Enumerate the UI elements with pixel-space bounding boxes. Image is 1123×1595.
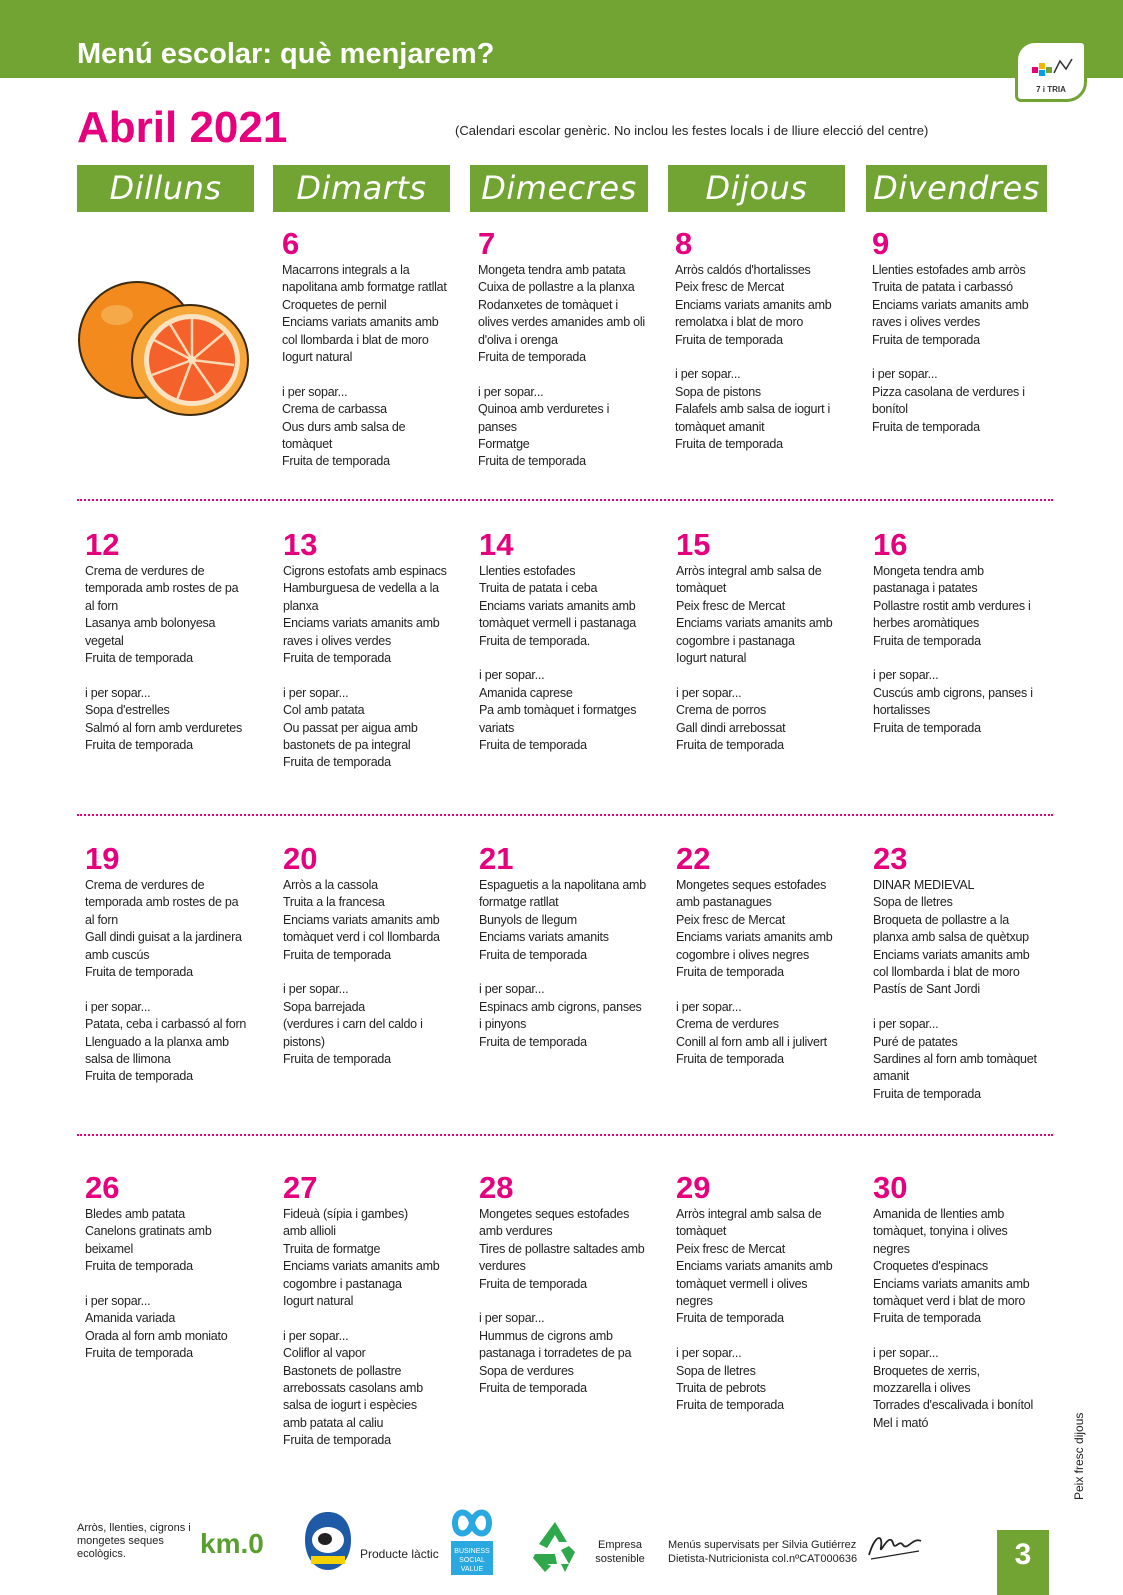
eco-note: Arròs, llenties, cigrons i mongetes seques ecològics. bbox=[77, 1522, 191, 1560]
menu-item: Hamburguesa de vedella a la bbox=[283, 581, 439, 596]
menu-item: tomàquet verd i blat de moro bbox=[873, 1294, 1026, 1309]
menu-item: Enciams variats amanits amb bbox=[283, 616, 440, 631]
menu-item: Peix fresc de Mercat bbox=[676, 912, 785, 927]
menu-item: Amanida caprese bbox=[479, 685, 573, 700]
day-cell bbox=[283, 843, 463, 1068]
footer bbox=[0, 1500, 1123, 1595]
month-title: Abril 2021 bbox=[77, 103, 288, 152]
menu-item: Fruita de temporada bbox=[675, 332, 783, 347]
menu-item bbox=[479, 1293, 659, 1310]
menu-item: amb pastanagues bbox=[676, 895, 772, 910]
menu-item: Crema de verdures bbox=[676, 1017, 779, 1032]
menu-item: Fruita de temporada bbox=[282, 454, 390, 469]
week-separator bbox=[77, 814, 1053, 816]
menu-item: Puré de patates bbox=[873, 1034, 958, 1049]
menu-item: Enciams variats amanits amb bbox=[479, 598, 636, 613]
menu-item: Enciams variats amanits bbox=[479, 930, 609, 945]
day-cell bbox=[676, 843, 856, 1068]
menu-item: (verdures i carn del caldo i bbox=[283, 1017, 423, 1032]
menu-item: tomàquet vermell i olives bbox=[676, 1276, 808, 1291]
dinner-label: i per sopar... bbox=[283, 1328, 349, 1343]
menu-item bbox=[479, 650, 659, 667]
menu-item: Sopa de lletres bbox=[873, 895, 953, 910]
menu-item: negres bbox=[873, 1241, 910, 1256]
menu-item bbox=[873, 999, 1053, 1016]
menu-item: remolatxa i blat de moro bbox=[675, 315, 804, 330]
menu-item bbox=[675, 349, 855, 366]
day-number: 15 bbox=[676, 527, 711, 562]
dinner-label: i per sopar... bbox=[675, 367, 741, 382]
menu-item: tomàquet amanit bbox=[675, 419, 765, 434]
day-number: 19 bbox=[85, 841, 120, 876]
menu-item: Fideuà (sípia i gambes) bbox=[283, 1207, 408, 1221]
menu-item: Bastonets de pollastre bbox=[283, 1363, 402, 1378]
menu-item: Mongeta tendra amb patata bbox=[478, 263, 626, 277]
brand-logo bbox=[1015, 40, 1087, 102]
menu-item: tomàquet, tonyina i olives bbox=[873, 1224, 1008, 1239]
menu-item: Fruita de temporada bbox=[479, 1381, 587, 1396]
menu-item: Macarrons integrals a la bbox=[282, 263, 410, 277]
menu-item bbox=[479, 964, 659, 981]
menu-item: planxa amb salsa de quètxup bbox=[873, 930, 1029, 945]
menu-item: hortalisses bbox=[873, 703, 930, 718]
menu-item: vegetal bbox=[85, 633, 124, 648]
menu-item: temporada amb rostes de pa bbox=[85, 895, 239, 910]
menu-item: Fruita de temporada bbox=[479, 1276, 587, 1291]
menu-item: Pollastre rostit amb verdures i bbox=[873, 598, 1031, 613]
menu-item: Truita de patata i carbassó bbox=[872, 280, 1013, 295]
menu-item: tomàquet bbox=[282, 437, 333, 452]
menu-item: Enciams variats amanits amb bbox=[675, 297, 832, 312]
menu-item bbox=[873, 1328, 1053, 1345]
menu-item: Fruita de temporada bbox=[479, 1034, 587, 1049]
menu-item bbox=[873, 650, 1053, 667]
menu-item: Ou passat per aigua amb bbox=[283, 720, 418, 735]
day-cell bbox=[872, 228, 1052, 436]
menu-item: Enciams variats amanits amb bbox=[676, 616, 833, 631]
menu-item: Cigrons estofats amb espinacs bbox=[283, 564, 447, 578]
dinner-label: i per sopar... bbox=[873, 1017, 939, 1032]
menu-item: Peix fresc de Mercat bbox=[675, 280, 784, 295]
menu-item: al forn bbox=[85, 598, 118, 613]
menu-item: Iogurt natural bbox=[676, 651, 747, 666]
menu-item bbox=[283, 667, 463, 684]
day-number: 21 bbox=[479, 841, 514, 876]
menu-item: Truita a la francesa bbox=[283, 895, 385, 910]
day-number: 8 bbox=[675, 226, 693, 261]
menu-item: Sopa d'estrelles bbox=[85, 703, 170, 718]
menu-item bbox=[283, 964, 463, 981]
sustainable-company-label: Empresa sostenible bbox=[595, 1539, 645, 1565]
lactic-product-label: Producte làctic bbox=[360, 1547, 439, 1561]
dinner-label: i per sopar... bbox=[282, 384, 348, 399]
menu-item bbox=[872, 349, 1052, 366]
menu-item: Ous durs amb salsa de bbox=[282, 419, 406, 434]
menu-item: Croquetes d'espinacs bbox=[873, 1259, 988, 1274]
menu-item: temporada amb rostes de pa bbox=[85, 581, 239, 596]
menu-item: Gall dindi guisat a la jardinera bbox=[85, 930, 242, 945]
dinner-label: i per sopar... bbox=[479, 668, 545, 683]
menu-item: Fruita de temporada bbox=[479, 738, 587, 753]
menu-item: Tires de pollastre saltades amb bbox=[479, 1241, 645, 1256]
menu-item: Mongetes seques estofades bbox=[479, 1207, 630, 1221]
menu-item: cogombre i pastanaga bbox=[676, 633, 795, 648]
menu-item: raves i olives verdes bbox=[283, 633, 391, 648]
day-cell bbox=[873, 843, 1053, 1103]
day-cell bbox=[479, 1172, 659, 1397]
menu-item: Llenties estofades bbox=[479, 564, 576, 578]
day-number: 16 bbox=[873, 527, 908, 562]
dinner-label: i per sopar... bbox=[85, 685, 151, 700]
day-cell bbox=[85, 529, 265, 754]
dinner-label: i per sopar... bbox=[873, 1346, 939, 1361]
menu-item: Sopa de lletres bbox=[676, 1363, 756, 1378]
logo-text: 7 i TRIA bbox=[1036, 85, 1066, 94]
menu-item: Arròs integral amb salsa de bbox=[676, 1207, 822, 1221]
menu-item: al forn bbox=[85, 912, 118, 927]
menu-item: d'oliva i orenga bbox=[478, 332, 558, 347]
menu-item: Pa amb tomàquet i formatges bbox=[479, 703, 637, 718]
day-cell bbox=[676, 529, 856, 754]
side-note: Peix fresc dijous bbox=[1072, 1412, 1086, 1500]
menu-item: bastonets de pa integral bbox=[283, 738, 411, 753]
day-cell bbox=[676, 1172, 856, 1415]
menu-item: Fruita de temporada bbox=[283, 1052, 391, 1067]
menu-item: Patata, ceba i carbassó al forn bbox=[85, 1017, 247, 1032]
recycle-icon bbox=[525, 1518, 585, 1574]
menu-item: amb allioli bbox=[283, 1224, 336, 1239]
menu-item: Fruita de temporada bbox=[85, 1069, 193, 1084]
menu-item: Fruita de temporada bbox=[873, 1311, 981, 1326]
menu-item: Enciams variats amanits amb bbox=[872, 297, 1029, 312]
menu-item: planxa bbox=[283, 598, 319, 613]
dinner-label: i per sopar... bbox=[676, 685, 742, 700]
day-cell bbox=[85, 1172, 265, 1363]
menu-item: Pizza casolana de verdures i bbox=[872, 384, 1025, 399]
menu-item: Fruita de temporada bbox=[283, 651, 391, 666]
menu-item: Bledes amb patata bbox=[85, 1207, 185, 1221]
header-bar bbox=[0, 0, 1123, 78]
dinner-label: i per sopar... bbox=[85, 999, 151, 1014]
menu-item: Fruita de temporada bbox=[675, 437, 783, 452]
menu-item: Enciams variats amanits amb bbox=[873, 947, 1030, 962]
menu-item: Fruita de temporada bbox=[85, 1259, 193, 1274]
menu-item: Fruita de temporada bbox=[873, 720, 981, 735]
menu-item: Gall dindi arrebossat bbox=[676, 720, 786, 735]
menu-item: arrebossats casolans amb bbox=[283, 1381, 423, 1396]
menu-item: Sopa de pistons bbox=[675, 384, 761, 399]
menu-item: pastanaga i patates bbox=[873, 581, 978, 596]
menu-item bbox=[85, 1276, 265, 1293]
menu-item: tomàquet vermell i pastanaga bbox=[479, 616, 636, 631]
day-header-monday: Dilluns bbox=[77, 165, 254, 212]
day-cell bbox=[283, 1172, 463, 1450]
dinner-label: i per sopar... bbox=[479, 1311, 545, 1326]
menu-item: Arròs integral amb salsa de bbox=[676, 564, 822, 578]
menu-item: Fruita de temporada bbox=[676, 738, 784, 753]
menu-item: Cuixa de pollastre a la planxa bbox=[478, 280, 635, 295]
menu-item: Iogurt natural bbox=[283, 1294, 354, 1309]
svg-text:BUSINESS: BUSINESS bbox=[454, 1548, 490, 1555]
menu-item bbox=[283, 1310, 463, 1327]
menu-item: Peix fresc de Mercat bbox=[676, 598, 785, 613]
menu-item: Fruita de temporada bbox=[283, 1433, 391, 1448]
dinner-label: i per sopar... bbox=[676, 999, 742, 1014]
menu-item: Fruita de temporada bbox=[85, 965, 193, 980]
menu-item: Coliflor al vapor bbox=[283, 1346, 366, 1361]
menu-item bbox=[676, 981, 856, 998]
dinner-label: i per sopar... bbox=[478, 384, 544, 399]
menu-item: salsa de iogurt i espècies bbox=[283, 1398, 417, 1413]
dinner-label: i per sopar... bbox=[85, 1294, 151, 1309]
menu-item: Conill al forn amb all i julivert bbox=[676, 1034, 827, 1049]
menu-item: Orada al forn amb moniato bbox=[85, 1328, 228, 1343]
day-number: 20 bbox=[283, 841, 318, 876]
menu-item bbox=[85, 981, 265, 998]
menu-item: Crema de porros bbox=[676, 703, 767, 718]
menu-item: Arròs a la cassola bbox=[283, 878, 378, 892]
week-separator bbox=[77, 499, 1053, 501]
menu-item: Sardines al forn amb tomàquet bbox=[873, 1052, 1037, 1067]
menu-item: salsa de llimona bbox=[85, 1052, 171, 1067]
menu-item: Mongetes seques estofades bbox=[676, 878, 827, 892]
day-header-friday: Divendres bbox=[866, 165, 1047, 212]
day-header-thursday: Dijous bbox=[668, 165, 845, 212]
menu-item: amanit bbox=[873, 1069, 910, 1084]
menu-item: Enciams variats amanits amb bbox=[676, 1259, 833, 1274]
menu-item: Fruita de temporada bbox=[676, 1398, 784, 1413]
menu-item: Rodanxetes de tomàquet i bbox=[478, 297, 618, 312]
menu-item: Crema de carbassa bbox=[282, 402, 387, 417]
day-cell bbox=[85, 843, 265, 1086]
menu-item: amb patata al caliu bbox=[283, 1415, 384, 1430]
la-fageda-logo-icon bbox=[303, 1510, 353, 1572]
menu-item: Enciams variats amanits amb bbox=[676, 930, 833, 945]
menu-item: Broquetes de xerris, bbox=[873, 1363, 980, 1378]
day-number: 30 bbox=[873, 1170, 908, 1205]
dinner-label: i per sopar... bbox=[873, 668, 939, 683]
menu-item: Lasanya amb bolonyesa bbox=[85, 616, 216, 631]
menu-item bbox=[282, 366, 462, 383]
day-cell bbox=[478, 228, 658, 471]
menu-item: Fruita de temporada bbox=[85, 738, 193, 753]
menu-item: variats bbox=[479, 720, 515, 735]
supervised-by: Menús supervisats per Silvia Gutiérrez Dietista-Nutricionista col.nºCAT000636 bbox=[668, 1539, 858, 1565]
menu-item: Fruita de temporada bbox=[676, 965, 784, 980]
menu-item: Enciams variats amanits amb bbox=[283, 912, 440, 927]
menu-item: Salmó al forn amb verduretes bbox=[85, 720, 242, 735]
page-title: Menú escolar: què menjarem? bbox=[77, 38, 495, 70]
menu-item: bonítol bbox=[872, 402, 908, 417]
menu-item: Amanida variada bbox=[85, 1311, 176, 1326]
menu-item: Iogurt natural bbox=[282, 350, 353, 365]
menu-item: Enciams variats amanits amb bbox=[282, 315, 439, 330]
menu-item: tomàquet verd i col llombarda bbox=[283, 930, 440, 945]
signature-icon bbox=[865, 1525, 925, 1565]
menu-item: Enciams variats amanits amb bbox=[873, 1276, 1030, 1291]
menu-item: Fruita de temporada bbox=[873, 1086, 981, 1101]
day-number: 14 bbox=[479, 527, 514, 562]
day-cell bbox=[283, 529, 463, 772]
day-cell bbox=[282, 228, 462, 471]
day-number: 27 bbox=[283, 1170, 318, 1205]
menu-item: tomàquet bbox=[676, 581, 727, 596]
day-header-tuesday: Dimarts bbox=[273, 165, 450, 212]
svg-text:VALUE: VALUE bbox=[460, 1566, 484, 1573]
menu-item: Fruita de temporada bbox=[478, 454, 586, 469]
day-cell bbox=[479, 843, 659, 1051]
menu-item: panses bbox=[478, 419, 517, 434]
dinner-label: i per sopar... bbox=[676, 1346, 742, 1361]
menu-item: Arròs caldós d'hortalisses bbox=[675, 263, 811, 277]
menu-item: Crema de verdures de bbox=[85, 878, 205, 892]
menu-item: Fruita de temporada bbox=[283, 755, 391, 770]
day-cell bbox=[479, 529, 659, 754]
menu-item: beixamel bbox=[85, 1241, 134, 1256]
day-cell bbox=[873, 1172, 1053, 1432]
business-social-value-logo-icon bbox=[447, 1505, 497, 1577]
menu-item: Croquetes de pernil bbox=[282, 297, 387, 312]
menu-item: pistons) bbox=[283, 1034, 325, 1049]
menu-item: amb verdures bbox=[479, 1224, 553, 1239]
menu-item: Fruita de temporada bbox=[872, 419, 980, 434]
menu-item: Espinacs amb cigrons, panses bbox=[479, 999, 642, 1014]
dinner-label: i per sopar... bbox=[283, 982, 349, 997]
day-cell bbox=[873, 529, 1053, 737]
menu-item: Truita de formatge bbox=[283, 1241, 381, 1256]
menu-item: Fruita de temporada bbox=[676, 1052, 784, 1067]
day-number: 26 bbox=[85, 1170, 120, 1205]
menu-item: cogombre i olives negres bbox=[676, 947, 809, 962]
menu-item: Sopa de verdures bbox=[479, 1363, 574, 1378]
menu-item: Fruita de temporada bbox=[479, 947, 587, 962]
menu-item: raves i olives verdes bbox=[872, 315, 980, 330]
menu-item: col llombarda i blat de moro bbox=[282, 332, 429, 347]
menu-item: Truita de pebrots bbox=[676, 1381, 766, 1396]
menu-item: Llenties estofades amb arròs bbox=[872, 263, 1026, 277]
menu-item: Peix fresc de Mercat bbox=[676, 1241, 785, 1256]
menu-item: Bunyols de llegum bbox=[479, 912, 577, 927]
menu-item: Hummus de cigrons amb bbox=[479, 1328, 613, 1343]
page-number: 3 bbox=[997, 1530, 1049, 1595]
menu-item: olives verdes amanides amb oli bbox=[478, 315, 645, 330]
menu-item: cogombre i pastanaga bbox=[283, 1276, 402, 1291]
menu-item: negres bbox=[676, 1294, 713, 1309]
day-number: 29 bbox=[676, 1170, 711, 1205]
day-number: 13 bbox=[283, 527, 318, 562]
menu-item: Fruita de temporada. bbox=[479, 633, 591, 648]
dinner-label: i per sopar... bbox=[283, 685, 349, 700]
menu-item: Fruita de temporada bbox=[872, 332, 980, 347]
menu-item: Fruita de temporada bbox=[478, 350, 586, 365]
logo-mark-icon bbox=[1030, 57, 1074, 79]
calendar-note: (Calendari escolar genèric. No inclou les festes locals i de lliure elecció del centre) bbox=[455, 123, 929, 138]
menu-item: Amanida de llenties amb bbox=[873, 1207, 1005, 1221]
svg-text:SOCIAL: SOCIAL bbox=[459, 1557, 485, 1564]
day-number: 6 bbox=[282, 226, 300, 261]
menu-item: herbes aromàtiques bbox=[873, 616, 979, 631]
menu-item: Falafels amb salsa de iogurt i bbox=[675, 402, 831, 417]
menu-item: Canelons gratinats amb bbox=[85, 1224, 212, 1239]
week-separator bbox=[77, 1134, 1053, 1136]
menu-item: col llombarda i blat de moro bbox=[873, 965, 1020, 980]
menu-item: mozzarella i olives bbox=[873, 1381, 971, 1396]
menu-item: Fruita de temporada bbox=[873, 633, 981, 648]
km0-logo: km.0 bbox=[200, 1528, 264, 1559]
day-number: 12 bbox=[85, 527, 120, 562]
day-number: 23 bbox=[873, 841, 908, 876]
day-number: 9 bbox=[872, 226, 890, 261]
menu-item: Fruita de temporada bbox=[85, 651, 193, 666]
menu-item: Truita de patata i ceba bbox=[479, 581, 598, 596]
menu-item: Col amb patata bbox=[283, 703, 365, 718]
menu-item: Pastís de Sant Jordi bbox=[873, 982, 980, 997]
menu-item: Mongeta tendra amb bbox=[873, 564, 984, 578]
menu-item: Fruita de temporada bbox=[85, 1346, 193, 1361]
day-cell bbox=[675, 228, 855, 453]
menu-item: DINAR MEDIEVAL bbox=[873, 878, 975, 892]
menu-item: Quinoa amb verduretes i bbox=[478, 402, 610, 417]
menu-item: Fruita de temporada bbox=[676, 1311, 784, 1326]
menu-item: Fruita de temporada bbox=[283, 947, 391, 962]
day-number: 28 bbox=[479, 1170, 514, 1205]
menu-item: Broqueta de pollastre a la bbox=[873, 912, 1009, 927]
day-number: 7 bbox=[478, 226, 496, 261]
menu-item: Cuscús amb cigrons, panses i bbox=[873, 685, 1033, 700]
menu-item: formatge ratllat bbox=[479, 895, 559, 910]
menu-item bbox=[85, 667, 265, 684]
menu-item: Torrades d'escalivada i bonítol bbox=[873, 1398, 1034, 1413]
day-number: 22 bbox=[676, 841, 711, 876]
dinner-label: i per sopar... bbox=[872, 367, 938, 382]
menu-item: i pinyons bbox=[479, 1017, 527, 1032]
menu-item: Mel i mató bbox=[873, 1415, 929, 1430]
menu-item: tomàquet bbox=[676, 1224, 727, 1239]
menu-item: pastanaga i torradetes de pa bbox=[479, 1346, 632, 1361]
day-header-wednesday: Dimecres bbox=[470, 165, 648, 212]
menu-item: verdures bbox=[479, 1259, 526, 1274]
menu-item bbox=[676, 1328, 856, 1345]
menu-item bbox=[478, 366, 658, 383]
menu-item: Crema de verdures de bbox=[85, 564, 205, 578]
menu-item bbox=[676, 667, 856, 684]
orange-fruit-illustration bbox=[72, 270, 252, 420]
menu-item: napolitana amb formatge ratllat bbox=[282, 280, 447, 295]
menu-item: amb cuscús bbox=[85, 947, 150, 962]
menu-item: Enciams variats amanits amb bbox=[283, 1259, 440, 1274]
menu-item: Llenguado a la planxa amb bbox=[85, 1034, 229, 1049]
dinner-label: i per sopar... bbox=[479, 982, 545, 997]
menu-item: Formatge bbox=[478, 437, 530, 452]
menu-item: Sopa barrejada bbox=[283, 999, 365, 1014]
menu-item: Espaguetis a la napolitana amb bbox=[479, 878, 646, 892]
